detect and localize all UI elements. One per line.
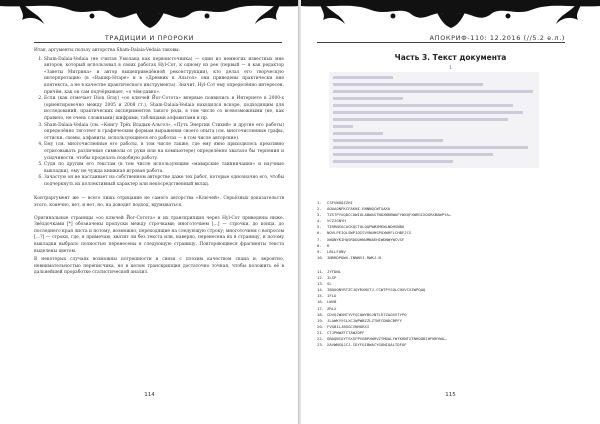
line-text: CSFVWOQZZHI [327, 200, 353, 205]
scan-line [333, 139, 443, 142]
line-text: FVGBILJBXGCVNHORXI [327, 323, 370, 329]
list-item: 5. Судя по другим его текстам (в том числе использующим «маварские таинничания» и научные выкладки), ему не чужда книжная игровая работа. [44, 162, 284, 175]
line-number: 12. [317, 275, 325, 281]
line-number: 20. [317, 323, 325, 329]
ornament-flourish-icon [301, 0, 600, 30]
left-page [0, 0, 299, 424]
line-number: 16. [317, 299, 325, 305]
list-item [317, 342, 583, 348]
line-text: CDVQJWXNTYVFQCQWYBGJNTLRTZAOXVTYPQ [327, 311, 407, 317]
line-number: 21. [317, 329, 325, 335]
line-number: 8. [317, 242, 322, 248]
scan-line [333, 83, 483, 86]
line-number: 15. [317, 293, 325, 299]
chapter-title: Часть 3. Текст документа [394, 53, 507, 62]
scan-line [333, 97, 403, 100]
line-number: 7. [317, 236, 322, 242]
arguments-list [34, 57, 284, 189]
header-rule [317, 42, 565, 43]
paragraph: Контраргумент же — всего лишь отрицание не самого авторства «Ключей». Серьёзных доказательств этого, конечно, нет, и нет, но, на доводит подход, вдумываться. [34, 196, 284, 209]
line-text: SL [327, 281, 332, 287]
line-text: LBLLFUNV [327, 248, 346, 254]
running-header: ТРАДИЦИИ И ПРОРОКИ [104, 34, 195, 42]
line-number: 2. [317, 206, 322, 212]
line-text: IFLU [327, 293, 337, 299]
line-text: XWQNYKIHQSRDOUHNUMNAEHIWDNWYWCVSF [327, 236, 405, 242]
manuscript-scan [329, 72, 539, 168]
line-number: 1. [317, 200, 322, 205]
line-text: IBQOQNYRTZCJQYRXNXTJ.CCWTPYSOLCHXVCXIWPQAQ [327, 287, 426, 293]
list-item: 3. Sham-Dalaia-Vedaia (см. «Книгу Трёх Владык-Альгол», «Путь Энергии Стихий» и другие его работы) определённо тяготеет к графическим формам выражения своего опыта (см. многочисленные графы, оттиски, схемы, алфавиты, использующиеся его работах — в том числе авторские). [44, 123, 284, 143]
line-text: GBAQBIOYTSXSFPVGBPXWRVZYMQALYWTKRNTXTNHOOBIHFWRYWA… [327, 335, 447, 341]
page-number: 115 [445, 392, 456, 398]
line-text: LWVB [327, 299, 337, 305]
line-text: TZSTPYXQDCCUWIULABWASTNOXWRBWUFYWXQFXWRGCXOGRXBAWPYA… [327, 212, 452, 218]
line-text: JYTDNL [327, 268, 342, 274]
page-marker: 1 [449, 65, 452, 70]
line-text: JLAWKYVSLXCJWPWBZZLZTNFCDNDCBPFY [327, 317, 402, 323]
scan-line [333, 146, 528, 149]
scan-line [333, 104, 513, 107]
scan-line [333, 90, 533, 93]
scan-line [333, 132, 383, 135]
line-number: 5. [317, 224, 322, 230]
list-item: 4. Ему (см. многочисленные его работы, в том числе также, где ему явно приходилось креативно отрисовывать различные символы от руки или на компьютере) определённо хватало бы терпения и усидчивости, чтобы проделать подобную работу. [44, 142, 284, 162]
line-number: 11. [317, 268, 325, 274]
line-number: 10. [317, 254, 325, 260]
line-text: CTJPWWZFCTAWZOPF [327, 329, 365, 335]
scan-line [333, 111, 523, 114]
scan-line [333, 118, 508, 121]
line-number: 22. [317, 335, 325, 341]
line-text: XAVWNSQJCJ.IDYFQIBWACYGONIQALTDFOF [327, 342, 407, 348]
left-body-text [34, 48, 284, 279]
scan-line [333, 153, 493, 156]
line-text: H [327, 242, 330, 248]
line-text: INRRDPOWX.INNNVJ.RWKJ.N [327, 254, 381, 260]
page-number: 114 [144, 392, 155, 398]
line-number: 13. [317, 281, 325, 287]
transcription-list [317, 200, 583, 348]
scan-line [333, 125, 353, 128]
list-item [317, 255, 583, 261]
line-text: VCZJGNYH [327, 218, 346, 224]
line-text: NQVLPEIQLSWPIOISVVNUHSPOXWRFLCHBFJCS [327, 230, 412, 236]
right-page [301, 0, 600, 424]
list-item: 6. Зачастую он не настаивает на собственном авторстве даже тех работ, которые однозначно его, чтобы подчеркнуть их коллективный характер или непосредственный вклад. [44, 175, 284, 188]
line-text: TIRRNSGCACKQCTOLQQPWMZMEWLNDHSNBO [327, 224, 405, 230]
line-text: AQUAONFKCFAKNI.ENNNQCWTXAXU [327, 206, 391, 212]
scan-line [333, 160, 453, 163]
line-text: ILSP [327, 275, 337, 281]
line-number: 9. [317, 248, 322, 254]
intro-paragraph: Итак, аргументы пользу авторства Sham-Dalaia-Vedaia таковы: [34, 48, 180, 53]
line-text: ZRLX [327, 305, 337, 311]
paragraph: В некоторых случаях возможны погрешности в связи с плохим качеством скана и, вероятно, невнимательностью переписчика, но в целом транскрипция достаточно точная, чтобы положить её в дальнейшей проработке статистической анализ. [34, 257, 284, 276]
line-number: 6. [317, 230, 322, 236]
list-item: 1. Sham-Dalaia-Vedaia (не считая Умолана как первоисточника) — один из немногих известных мне авторов, который использовал в своих работах Нуl-Сот, к одному из рее (первый — я как редактор «Заветы Митрина» и автор вышеприведённой реконструкции), кто делал его творческую интерпретацию (в «Вашир-Нтаре» и в «Древних к Альгол» они приведены практически вне контекста, а не в качестве практического инструмента). Значит, Нуl-Сот ему определённо интересен, причём, как он сам подчёркивает, «о чём-давно». [44, 57, 284, 97]
ornament-flourish-icon [0, 0, 299, 30]
running-header: АПОКРИФ-110: 12.2016 (//5.2 е.л.) [429, 34, 565, 42]
line-number: 19. [317, 317, 325, 323]
scan-line [333, 76, 393, 79]
line-number: 17. [317, 305, 325, 311]
header-rule [34, 42, 282, 43]
line-number: 18. [317, 311, 325, 317]
line-number: 4. [317, 218, 322, 224]
line-number: 3. [317, 212, 322, 218]
line-number: 23. [317, 342, 325, 348]
line-number: 14. [317, 287, 325, 293]
paragraph: Оригинальные страницы «оо ключей Йог-Сотота» и их транскрипция через Нуl-Сот приведены ниже. Звёздочками [*] обозначены пропуски между строчками; многоточием […] — строчки, до конца, до последнего края листа и потому, возможно, переходящие на следующую строку; многоточием с вопросом […?] — строки, где, я примечаю, хватит ли без текста или, наверно, перенесена их в страницу, и потому выкладки выбрало полностью перенесены в следующую страницу. Повторяющиеся фрагменты текста выделены цветом. [34, 215, 284, 254]
list-item: 2. Если (как отмечает Dion Gray) «оо ключей Йог-Сотота» впервые появились в Интернете в 2000-х (ориентировочно между 2005 и 2008 гг.), Sham-Dalaia-Vedaia находился вскоре, подходящим для исследований, практических экспериментов такого рода, в том числе со всевозможными (не, как правило, не очень сложными) шифрами, таблицами алфавитами и пр. [44, 96, 284, 122]
